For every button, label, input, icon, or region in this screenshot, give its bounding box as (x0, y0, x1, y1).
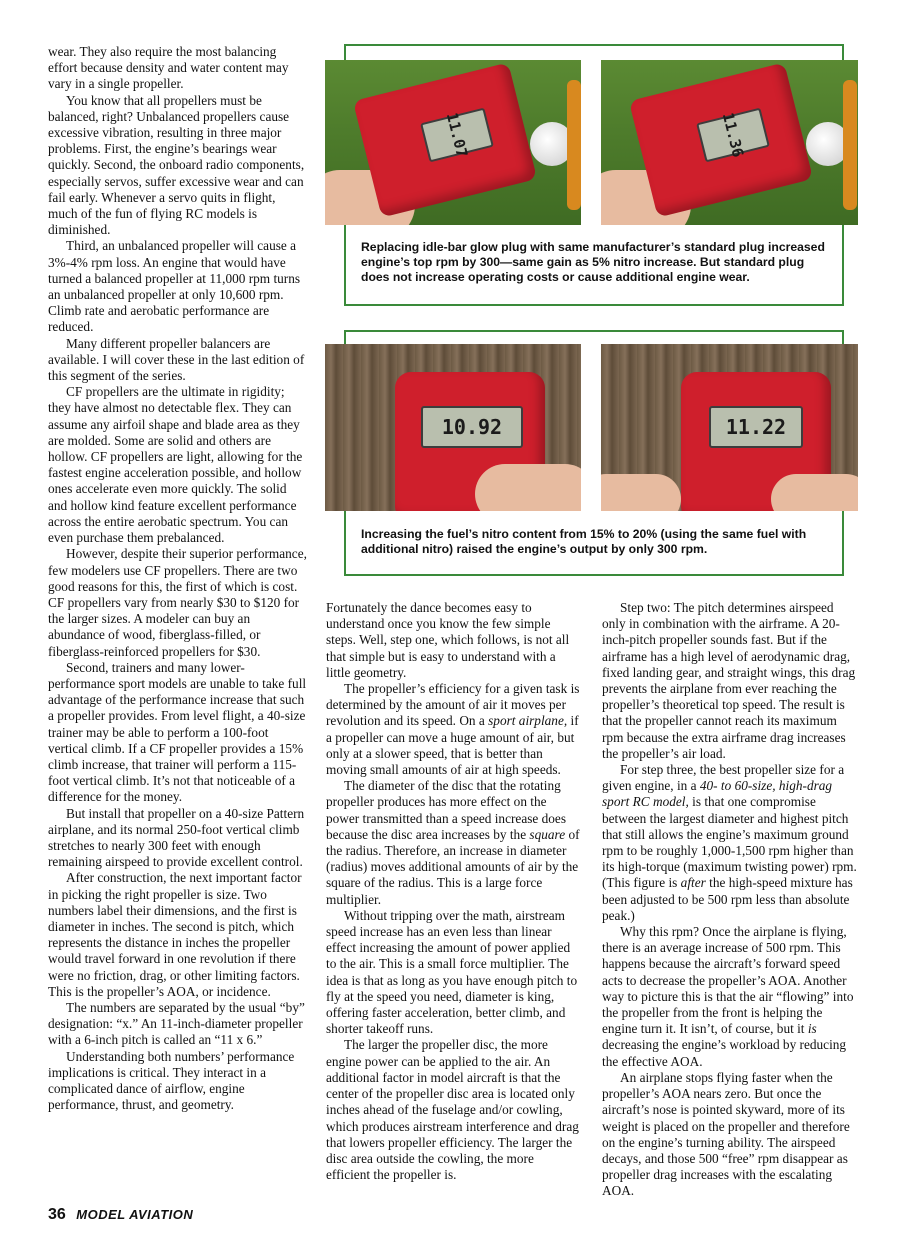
paragraph: The propeller’s efficiency for a given task is determined by the amount of air it moves per revolution and its speed. On a sport airplane, if a propeller can move a huge amount of air, but only at a slower speed, that is better than moving small amounts of air at high speeds. (326, 681, 580, 778)
paragraph: Third, an unbalanced propeller will cause a 3%-4% rpm loss. An engine that would have turned a balanced propeller at 11,000 rpm turns an unbalanced propeller at only 10,600 rpm. Climb rate and aerobatic performance are reduced. (48, 238, 301, 335)
text-column-1 (48, 44, 308, 1113)
paragraph: The diameter of the disc that the rotating propeller produces has more effect on the power transmitted than a speed increase does because the disc area increases by the square of the radius. Therefore, an increase in diameter (radius) moves additional amounts of air by the square of the radius. This is a large force multiplier. (326, 778, 580, 907)
figure-2-caption: Increasing the fuel’s nitro content from 15% to 20% (using the same fuel with additional nitro) raised the engine’s output by only 300 rpm. (361, 527, 807, 556)
text-column-2 (326, 600, 580, 1183)
text-column-3 (602, 600, 858, 1200)
paragraph: Fortunately the dance becomes easy to understand once you know the few simple steps. Well, step one, which follows, is not all that simple but is easy to understand with a little geometry. (326, 600, 570, 680)
propeller (567, 80, 581, 210)
tachometer-readout: 11.22 (709, 406, 803, 448)
paragraph: For step three, the best propeller size for a given engine, in a 40- to 60-size, high-drag sport RC model, is that one compromise between the largest diameter and highest pitch that still allows the engine’s maximum ground rpm to be roughly 1,000-1,500 rpm higher than its high-torque (maximum twisting power) rpm. (This figure is after the high-speed mixture has been adjusted to be 500 rpm less than absolute peak.) (602, 762, 857, 923)
page-number: 36 (48, 1206, 66, 1223)
paragraph: The larger the propeller disc, the more engine power can be applied to the air. An additional factor in model aircraft is that the center of the propeller disc area is located only inches ahead of the fuselage and/or cowling, which produces airstream interference and drag that lowers propeller efficiency. The larger the disc area outside the cowling, the more efficient the propeller is. (326, 1037, 579, 1183)
photo-tachometer-idle-bar-plug (325, 60, 581, 225)
propeller (843, 80, 857, 210)
page-footer (48, 1206, 193, 1224)
paragraph: wear. They also require the most balancing effort because density and water content may vary in a single propeller. (48, 44, 289, 92)
tachometer-readout: 11.36 (696, 108, 770, 163)
photo-tachometer-15-nitro (325, 344, 581, 511)
paragraph: But install that propeller on a 40-size Pattern airplane, and its normal 250-foot vertical climb stretches to nearly 300 feet with enough remaining airspeed to provide excellent control. (48, 805, 305, 870)
paragraph: Second, trainers and many lower-performance sport models are unable to take full advantage of the performance increase that such a propeller provides. From level flight, a 40-size trainer may be able to perform a 100-foot vertical climb. If a CF propeller provides a 15% climb increase, that trainer will perform a 115-foot vertical climb. It’s not that noticeable of a difference for the money. (48, 659, 307, 805)
paragraph: Why this rpm? Once the airplane is flying, there is an average increase of 500 rpm. This happens because the aircraft’s forward speed acts to decrease the propeller’s AOA. Another way to picture this is that the air “flowing” into the propeller from the front is helping the engine turn it. It isn’t, of course, but it is decreasing the engine’s workload by reducing the effective AOA. (602, 924, 854, 1069)
paragraph: An airplane stops flying faster when the propeller’s AOA nears zero. But once the aircraft’s nose is pointed skyward, more of its weight is placed on the propeller and therefore on the engine’s turning ability. The airspeed decays, and those 500 “free” rpm disappear as propeller drag increases with the escalating AOA. (602, 1069, 850, 1199)
paragraph: Understanding both numbers’ performance implications is critical. They interact in a complicated dance of airflow, engine performance, thrust, and geometry. (48, 1048, 295, 1113)
paragraph: Without tripping over the math, airstream speed increase has an even less than linear effect increasing the amount of power applied to the air. This is a small force multiplier. The idea is that as long as you have enough pitch to fly at the speed you need, diameter is king, offering faster acceleration, better climb, and shorter takeoff runs. (326, 907, 578, 1037)
hand (601, 474, 681, 511)
figure-1-caption: Replacing idle-bar glow plug with same manufacturer’s standard plug increased engine’s top rpm by 300—same gain as 5% nitro increase. But standard plug does not increase operating costs or cause additional engine wear. (361, 240, 825, 284)
paragraph: The numbers are separated by the usual “by” designation: “x.” An 11-inch-diameter propeller with a 6-inch pitch is called an “11 x 6.” (48, 999, 305, 1048)
paragraph: However, despite their superior performance, few modelers use CF propellers. There are two good reasons for this, the first of which is cost. CF propellers vary from nearly $30 to $120 for the larger sizes. A modeler can buy an abundance of wood, fiberglass-filled, or fiberglass-reinforced propellers for $30. (48, 546, 307, 659)
paragraph: You know that all propellers must be balanced, right? Unbalanced propellers cause excessive vibration, resulting in three major problems. First, the engine’s bearings wear quickly. Second, the onboard radio components, especially servos, suffer excessive wear and can fail early. Whenever a servo quits in flight, much of the fun of flying RC models is diminished. (48, 92, 305, 238)
paragraph: After construction, the next important factor in picking the right propeller is size. Two numbers label their dimensions, and the first is diameter in inches. The second is pitch, which represents the distance in inches the propeller would travel forward in one revolution if there were no friction, drag, or other limiting factors. This is the propeller’s AOA, or incidence. (48, 870, 302, 999)
tachometer-readout: 11.07 (420, 108, 494, 163)
photo-tachometer-standard-plug (601, 60, 858, 225)
magazine-name: MODEL AVIATION (76, 1207, 194, 1222)
hand (475, 464, 581, 511)
hand (771, 474, 858, 511)
paragraph: Step two: The pitch determines airspeed only in combination with the airframe. A 20-inch-pitch propeller sounds fast. But if the airframe has a high level of aerodynamic drag, fixed landing gear, and straight wings, this drag prevents the airplane from ever reaching the propeller’s theoretical top speed. The result is that the propeller cannot reach its maximum rpm because the extra airframe drag increases the propeller’s air load. (602, 600, 856, 761)
paragraph: Many different propeller balancers are available. I will cover these in the last edition of this segment of the series. (48, 335, 305, 384)
tachometer-readout: 10.92 (421, 406, 523, 448)
photo-tachometer-20-nitro (601, 344, 858, 511)
paragraph: CF propellers are the ultimate in rigidity; they have almost no detectable flex. They can assume any airfoil shape and blade area as they are molded. Some are solid and others are hollow. CF propellers are light, allowing for the fastest engine acceleration possible, and hollow ones accelerate even more quickly. The solid and hollow kind feature excellent performance across the entire aerobatic spectrum. You can even purchase them prebalanced. (48, 384, 303, 546)
